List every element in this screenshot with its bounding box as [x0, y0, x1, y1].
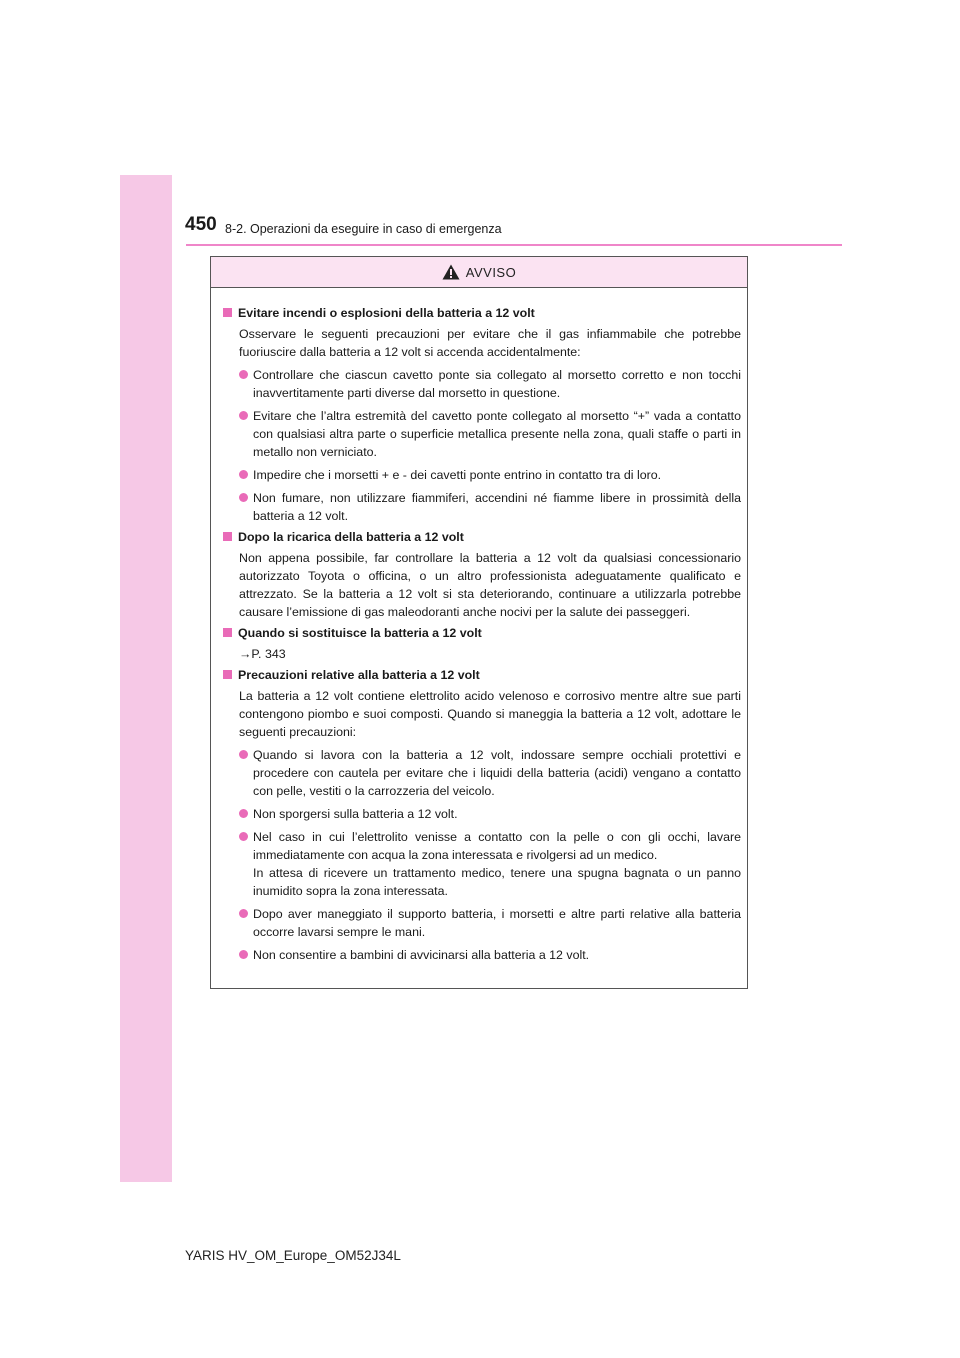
section-paragraph: La batteria a 12 volt contiene elettrolito acido velenoso e corrosivo mentre altre sue parti contengono piombo e suoi composti. Quando si maneggia la batteria a 12 volt, adottare le seguenti precauzioni: — [239, 689, 741, 739]
side-tab — [120, 175, 172, 1182]
circle-bullet-icon — [239, 832, 248, 841]
section-paragraph: Osservare le seguenti precauzioni per evitare che il gas infiammabile che potrebbe fuoriuscire dalla batteria a 12 volt si accenda accidentalmente: — [239, 327, 741, 359]
warning-title: AVVISO — [465, 264, 517, 280]
page-reference: →P. 343 — [239, 647, 286, 661]
square-bullet-icon — [223, 532, 232, 541]
chapter-title: 8-2. Operazioni da eseguire in caso di emergenza — [225, 222, 502, 236]
list-item: Quando si lavora con la batteria a 12 volt, indossare sempre occhiali protettivi e procedere con cautela per evitare che i liquidi della batteria (acidi) vengano a contatto con pelle, vestiti o la carrozzeria del veicolo. — [239, 746, 741, 800]
section-paragraph: Non appena possibile, far controllare la batteria a 12 volt da qualsiasi concessionario autorizzato Toyota o officina, o un altro professionista adeguatamente qualificato e attrezzato. Se la batteria a 12 volt si sta deteriorando, continuare a utilizzarla potrebbe causare l’emissione di gas maleodoranti anche nocivi per la salute dei passeggeri. — [239, 551, 741, 619]
page-header — [185, 214, 845, 248]
square-bullet-icon — [223, 628, 232, 637]
circle-bullet-icon — [239, 411, 248, 420]
circle-bullet-icon — [239, 809, 248, 818]
list-item: Dopo aver maneggiato il supporto batteria, i morsetti e altre parti relative alla batteria occorre lavarsi sempre le mani. — [239, 905, 741, 941]
list-item: Evitare che l’altra estremità del cavetto ponte collegato al morsetto “+” vada a contatto con qualsiasi altra parte o superficie metallica presente nella zona, quali staffe o parti in metallo non verniciato. — [239, 407, 741, 461]
list-item: Impedire che i morsetti + e - dei cavetti ponte entrino in contatto tra di loro. — [239, 466, 741, 484]
square-bullet-icon — [223, 308, 232, 317]
circle-bullet-icon — [239, 950, 248, 959]
circle-bullet-icon — [239, 493, 248, 502]
circle-bullet-icon — [239, 750, 248, 759]
list-item: Non sporgersi sulla batteria a 12 volt. — [239, 805, 741, 823]
circle-bullet-icon — [239, 470, 248, 479]
section-heading: Evitare incendi o esplosioni della batteria a 12 volt — [221, 304, 741, 322]
header-rule — [186, 244, 842, 246]
list-item — [239, 828, 741, 900]
bullet-text: Nel caso in cui l’elettrolito venisse a contatto con la pelle o con gli occhi, lavare immediatamente con acqua la zona interessata e rivolgersi ad un medico. — [253, 830, 741, 862]
section-heading: Precauzioni relative alla batteria a 12 volt — [221, 666, 741, 684]
document-code: YARIS HV_OM_Europe_OM52J34L — [185, 1248, 401, 1263]
circle-bullet-icon — [239, 909, 248, 918]
square-bullet-icon — [223, 670, 232, 679]
page-number: 450 — [185, 214, 217, 235]
list-item: Controllare che ciascun cavetto ponte sia collegato al morsetto corretto e non tocchi inavvertitamente parti diverse dal morsetto in questione. — [239, 366, 741, 402]
warning-body — [211, 288, 747, 964]
warning-header — [211, 257, 747, 288]
circle-bullet-icon — [239, 370, 248, 379]
warning-box — [210, 256, 748, 989]
warning-triangle-icon — [442, 264, 460, 280]
bullet-extra-text: In attesa di ricevere un trattamento medico, tenere una spugna bagnata o un panno inumidito sopra la zona interessata. — [253, 866, 741, 898]
list-item: Non fumare, non utilizzare fiammiferi, accendini né fiamme libere in prossimità della batteria a 12 volt. — [239, 489, 741, 525]
section-heading: Quando si sostituisce la batteria a 12 volt — [221, 624, 741, 642]
list-item: Non consentire a bambini di avvicinarsi alla batteria a 12 volt. — [239, 946, 741, 964]
section-heading: Dopo la ricarica della batteria a 12 volt — [221, 528, 741, 546]
